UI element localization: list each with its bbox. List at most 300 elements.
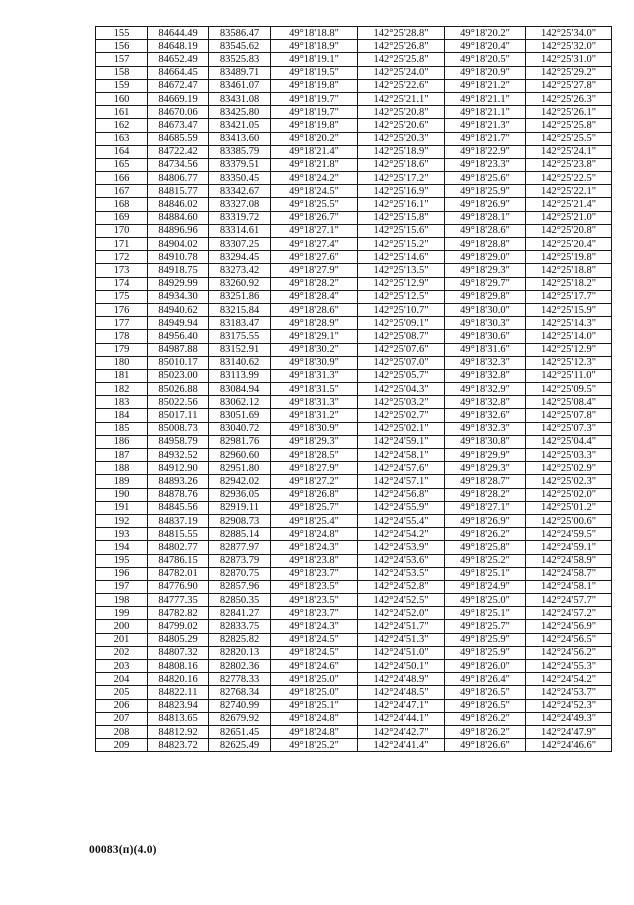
cell-point-number: 157 <box>96 53 148 66</box>
table-row <box>96 132 612 145</box>
cell-longitude-1: 142°25'16.9" <box>358 185 445 198</box>
cell-latitude-1: 49°18'25.0" <box>271 673 358 686</box>
cell-longitude-2: 142°25'27.8" <box>526 79 612 92</box>
cell-x-coordinate: 84786.15 <box>148 554 209 567</box>
cell-longitude-2: 142°25'22.1" <box>526 185 612 198</box>
cell-y-coordinate: 83461.07 <box>209 79 271 92</box>
cell-y-coordinate: 82936.05 <box>209 488 271 501</box>
table-row <box>96 528 612 541</box>
cell-x-coordinate: 84652.49 <box>148 53 209 66</box>
cell-y-coordinate: 82981.76 <box>209 435 271 448</box>
cell-y-coordinate: 83525.83 <box>209 53 271 66</box>
cell-longitude-2: 142°25'21.0" <box>526 211 612 224</box>
cell-y-coordinate: 83319.72 <box>209 211 271 224</box>
cell-y-coordinate: 82651.45 <box>209 725 271 738</box>
cell-longitude-1: 142°25'15.8" <box>358 211 445 224</box>
cell-point-number: 169 <box>96 211 148 224</box>
table-row <box>96 580 612 593</box>
table-row <box>96 554 612 567</box>
cell-x-coordinate: 84934.30 <box>148 290 209 303</box>
cell-longitude-1: 142°24'59.1" <box>358 435 445 448</box>
cell-x-coordinate: 84670.06 <box>148 106 209 119</box>
cell-y-coordinate: 83251.86 <box>209 290 271 303</box>
cell-x-coordinate: 84782.01 <box>148 567 209 580</box>
cell-latitude-2: 49°18'31.6" <box>445 343 526 356</box>
cell-latitude-2: 49°18'25.8" <box>445 541 526 554</box>
table-row <box>96 435 612 448</box>
cell-latitude-1: 49°18'31.5" <box>271 383 358 396</box>
cell-point-number: 204 <box>96 673 148 686</box>
cell-longitude-2: 142°24'53.7" <box>526 686 612 699</box>
cell-longitude-2: 142°25'14.0" <box>526 330 612 343</box>
cell-latitude-2: 49°18'25.9" <box>445 185 526 198</box>
cell-latitude-2: 49°18'20.5" <box>445 53 526 66</box>
cell-point-number: 184 <box>96 409 148 422</box>
cell-longitude-1: 142°25'20.6" <box>358 119 445 132</box>
cell-point-number: 160 <box>96 92 148 105</box>
cell-longitude-2: 142°25'01.2" <box>526 501 612 514</box>
cell-longitude-2: 142°25'34.0" <box>526 27 612 40</box>
cell-longitude-1: 142°24'50.1" <box>358 660 445 673</box>
cell-latitude-1: 49°18'28.6" <box>271 303 358 316</box>
cell-latitude-1: 49°18'26.8" <box>271 488 358 501</box>
cell-longitude-1: 142°25'18.6" <box>358 158 445 171</box>
cell-point-number: 191 <box>96 501 148 514</box>
cell-x-coordinate: 84884.60 <box>148 211 209 224</box>
cell-latitude-2: 49°18'25.7" <box>445 620 526 633</box>
cell-latitude-1: 49°18'28.5" <box>271 449 358 462</box>
cell-latitude-2: 49°18'21.1" <box>445 92 526 105</box>
cell-y-coordinate: 83175.55 <box>209 330 271 343</box>
cell-latitude-1: 49°18'23.5" <box>271 594 358 607</box>
cell-latitude-1: 49°18'27.9" <box>271 264 358 277</box>
cell-point-number: 209 <box>96 739 148 752</box>
table-row <box>96 106 612 119</box>
cell-y-coordinate: 83489.71 <box>209 66 271 79</box>
cell-longitude-2: 142°25'29.2" <box>526 66 612 79</box>
cell-latitude-1: 49°18'27.2" <box>271 475 358 488</box>
cell-latitude-1: 49°18'19.8" <box>271 119 358 132</box>
cell-latitude-1: 49°18'19.8" <box>271 79 358 92</box>
cell-latitude-2: 49°18'32.8" <box>445 396 526 409</box>
cell-point-number: 174 <box>96 277 148 290</box>
cell-x-coordinate: 84949.94 <box>148 317 209 330</box>
cell-longitude-1: 142°25'15.2" <box>358 238 445 251</box>
cell-longitude-1: 142°25'17.2" <box>358 172 445 185</box>
cell-point-number: 178 <box>96 330 148 343</box>
table-row <box>96 488 612 501</box>
cell-x-coordinate: 84904.02 <box>148 238 209 251</box>
table-row <box>96 53 612 66</box>
cell-longitude-1: 142°25'12.5" <box>358 290 445 303</box>
cell-x-coordinate: 85026.88 <box>148 383 209 396</box>
cell-y-coordinate: 83051.69 <box>209 409 271 422</box>
cell-x-coordinate: 84987.88 <box>148 343 209 356</box>
table-row <box>96 264 612 277</box>
cell-x-coordinate: 84812.92 <box>148 725 209 738</box>
cell-x-coordinate: 84820.16 <box>148 673 209 686</box>
cell-x-coordinate: 84823.94 <box>148 699 209 712</box>
cell-point-number: 203 <box>96 660 148 673</box>
cell-x-coordinate: 85023.00 <box>148 369 209 382</box>
cell-longitude-2: 142°24'57.2" <box>526 607 612 620</box>
cell-longitude-1: 142°25'18.9" <box>358 145 445 158</box>
cell-point-number: 177 <box>96 317 148 330</box>
cell-latitude-2: 49°18'26.2" <box>445 712 526 725</box>
cell-point-number: 164 <box>96 145 148 158</box>
cell-x-coordinate: 84918.75 <box>148 264 209 277</box>
cell-longitude-1: 142°25'02.7" <box>358 409 445 422</box>
cell-point-number: 186 <box>96 435 148 448</box>
cell-x-coordinate: 84940.62 <box>148 303 209 316</box>
cell-y-coordinate: 83273.42 <box>209 264 271 277</box>
table-row <box>96 449 612 462</box>
cell-latitude-1: 49°18'24.3" <box>271 620 358 633</box>
cell-latitude-2: 49°18'23.3" <box>445 158 526 171</box>
table-row <box>96 158 612 171</box>
cell-longitude-2: 142°25'18.2" <box>526 277 612 290</box>
cell-latitude-1: 49°18'25.2" <box>271 739 358 752</box>
cell-y-coordinate: 82768.34 <box>209 686 271 699</box>
cell-point-number: 183 <box>96 396 148 409</box>
cell-y-coordinate: 83084.94 <box>209 383 271 396</box>
table-row <box>96 660 612 673</box>
cell-longitude-1: 142°24'51.0" <box>358 646 445 659</box>
cell-longitude-1: 142°24'54.2" <box>358 528 445 541</box>
cell-point-number: 173 <box>96 264 148 277</box>
cell-point-number: 175 <box>96 290 148 303</box>
cell-latitude-1: 49°18'28.4" <box>271 290 358 303</box>
cell-y-coordinate: 82919.11 <box>209 501 271 514</box>
cell-longitude-2: 142°25'24.1" <box>526 145 612 158</box>
cell-latitude-2: 49°18'29.7" <box>445 277 526 290</box>
cell-latitude-1: 49°18'25.7" <box>271 501 358 514</box>
cell-point-number: 159 <box>96 79 148 92</box>
table-row <box>96 594 612 607</box>
cell-latitude-2: 49°18'28.1" <box>445 211 526 224</box>
cell-y-coordinate: 82825.82 <box>209 633 271 646</box>
table-row <box>96 79 612 92</box>
table-row <box>96 501 612 514</box>
cell-longitude-1: 142°25'07.6" <box>358 343 445 356</box>
cell-x-coordinate: 84896.96 <box>148 224 209 237</box>
cell-latitude-2: 49°18'21.2" <box>445 79 526 92</box>
cell-y-coordinate: 83314.61 <box>209 224 271 237</box>
cell-longitude-2: 142°25'04.4" <box>526 435 612 448</box>
cell-point-number: 195 <box>96 554 148 567</box>
cell-longitude-1: 142°25'03.2" <box>358 396 445 409</box>
cell-y-coordinate: 82870.75 <box>209 567 271 580</box>
cell-point-number: 192 <box>96 514 148 527</box>
cell-x-coordinate: 84672.47 <box>148 79 209 92</box>
table-row <box>96 475 612 488</box>
cell-x-coordinate: 84664.45 <box>148 66 209 79</box>
table-row <box>96 646 612 659</box>
cell-latitude-2: 49°18'20.2" <box>445 27 526 40</box>
cell-x-coordinate: 84846.02 <box>148 198 209 211</box>
table-row <box>96 725 612 738</box>
table-row <box>96 383 612 396</box>
cell-point-number: 156 <box>96 40 148 53</box>
cell-latitude-2: 49°18'30.6" <box>445 330 526 343</box>
cell-latitude-1: 49°18'24.8" <box>271 712 358 725</box>
cell-y-coordinate: 82833.75 <box>209 620 271 633</box>
cell-x-coordinate: 84802.77 <box>148 541 209 554</box>
cell-y-coordinate: 82820.13 <box>209 646 271 659</box>
table-row <box>96 277 612 290</box>
cell-latitude-1: 49°18'25.5" <box>271 198 358 211</box>
table-row <box>96 198 612 211</box>
cell-longitude-1: 142°25'12.9" <box>358 277 445 290</box>
table-row <box>96 620 612 633</box>
cell-longitude-1: 142°24'56.8" <box>358 488 445 501</box>
cell-longitude-2: 142°24'59.5" <box>526 528 612 541</box>
cell-latitude-2: 49°18'29.8" <box>445 290 526 303</box>
cell-y-coordinate: 83431.08 <box>209 92 271 105</box>
cell-x-coordinate: 84956.40 <box>148 330 209 343</box>
cell-latitude-1: 49°18'19.1" <box>271 53 358 66</box>
cell-y-coordinate: 82857.96 <box>209 580 271 593</box>
cell-point-number: 182 <box>96 383 148 396</box>
cell-longitude-2: 142°25'12.3" <box>526 356 612 369</box>
cell-latitude-1: 49°18'30.2" <box>271 343 358 356</box>
cell-y-coordinate: 83385.79 <box>209 145 271 158</box>
cell-longitude-2: 142°25'21.4" <box>526 198 612 211</box>
cell-longitude-1: 142°25'20.8" <box>358 106 445 119</box>
table-row <box>96 330 612 343</box>
cell-latitude-2: 49°18'26.4" <box>445 673 526 686</box>
cell-longitude-1: 142°24'58.1" <box>358 449 445 462</box>
cell-y-coordinate: 82802.36 <box>209 660 271 673</box>
cell-longitude-1: 142°24'53.5" <box>358 567 445 580</box>
cell-y-coordinate: 83215.84 <box>209 303 271 316</box>
cell-y-coordinate: 82850.35 <box>209 594 271 607</box>
cell-longitude-2: 142°25'15.9" <box>526 303 612 316</box>
cell-latitude-2: 49°18'29.0" <box>445 251 526 264</box>
cell-x-coordinate: 84807.32 <box>148 646 209 659</box>
cell-latitude-2: 49°18'26.5" <box>445 686 526 699</box>
cell-latitude-2: 49°18'25.1" <box>445 607 526 620</box>
cell-longitude-1: 142°24'42.7" <box>358 725 445 738</box>
cell-latitude-2: 49°18'25.6" <box>445 172 526 185</box>
table-row <box>96 92 612 105</box>
cell-point-number: 165 <box>96 158 148 171</box>
cell-latitude-1: 49°18'24.5" <box>271 633 358 646</box>
cell-y-coordinate: 83183.47 <box>209 317 271 330</box>
cell-x-coordinate: 84910.78 <box>148 251 209 264</box>
cell-x-coordinate: 84782.82 <box>148 607 209 620</box>
cell-latitude-2: 49°18'21.3" <box>445 119 526 132</box>
cell-x-coordinate: 84932.52 <box>148 449 209 462</box>
cell-point-number: 194 <box>96 541 148 554</box>
cell-x-coordinate: 84808.16 <box>148 660 209 673</box>
cell-latitude-2: 49°18'20.9" <box>445 66 526 79</box>
table-row <box>96 686 612 699</box>
cell-longitude-1: 142°25'15.6" <box>358 224 445 237</box>
cell-y-coordinate: 83545.62 <box>209 40 271 53</box>
cell-latitude-1: 49°18'24.8" <box>271 725 358 738</box>
cell-latitude-1: 49°18'23.5" <box>271 580 358 593</box>
cell-longitude-1: 142°25'10.7" <box>358 303 445 316</box>
cell-x-coordinate: 84837.19 <box>148 514 209 527</box>
table-row <box>96 356 612 369</box>
cell-point-number: 189 <box>96 475 148 488</box>
cell-x-coordinate: 84734.56 <box>148 158 209 171</box>
cell-x-coordinate: 84648.19 <box>148 40 209 53</box>
cell-latitude-2: 49°18'25.0" <box>445 594 526 607</box>
cell-latitude-2: 49°18'26.6" <box>445 739 526 752</box>
cell-longitude-2: 142°25'09.5" <box>526 383 612 396</box>
cell-y-coordinate: 83421.05 <box>209 119 271 132</box>
cell-x-coordinate: 84823.72 <box>148 739 209 752</box>
cell-y-coordinate: 82877.97 <box>209 541 271 554</box>
cell-y-coordinate: 83260.92 <box>209 277 271 290</box>
cell-longitude-1: 142°24'57.6" <box>358 462 445 475</box>
cell-longitude-2: 142°25'02.0" <box>526 488 612 501</box>
cell-latitude-2: 49°18'32.3" <box>445 422 526 435</box>
cell-longitude-1: 142°25'04.3" <box>358 383 445 396</box>
cell-latitude-2: 49°18'26.5" <box>445 699 526 712</box>
cell-latitude-1: 49°18'29.1" <box>271 330 358 343</box>
cell-latitude-2: 49°18'28.8" <box>445 238 526 251</box>
cell-latitude-2: 49°18'25.9" <box>445 646 526 659</box>
cell-x-coordinate: 84822.11 <box>148 686 209 699</box>
cell-y-coordinate: 83140.62 <box>209 356 271 369</box>
cell-point-number: 202 <box>96 646 148 659</box>
cell-latitude-1: 49°18'28.2" <box>271 277 358 290</box>
cell-latitude-2: 49°18'25.2" <box>445 554 526 567</box>
cell-longitude-1: 142°25'22.6" <box>358 79 445 92</box>
cell-longitude-2: 142°24'56.5" <box>526 633 612 646</box>
table-row <box>96 541 612 554</box>
cell-longitude-1: 142°25'05.7" <box>358 369 445 382</box>
cell-longitude-2: 142°25'20.4" <box>526 238 612 251</box>
cell-latitude-2: 49°18'28.2" <box>445 488 526 501</box>
cell-longitude-1: 142°24'51.3" <box>358 633 445 646</box>
cell-latitude-1: 49°18'21.4" <box>271 145 358 158</box>
cell-latitude-1: 49°18'31.2" <box>271 409 358 422</box>
cell-longitude-2: 142°24'55.3" <box>526 660 612 673</box>
cell-longitude-1: 142°25'20.3" <box>358 132 445 145</box>
cell-y-coordinate: 83425.80 <box>209 106 271 119</box>
cell-latitude-1: 49°18'24.5" <box>271 185 358 198</box>
coordinates-table-body <box>96 27 612 752</box>
cell-y-coordinate: 83413.60 <box>209 132 271 145</box>
cell-longitude-2: 142°25'25.5" <box>526 132 612 145</box>
cell-x-coordinate: 85010.17 <box>148 356 209 369</box>
cell-latitude-1: 49°18'20.2" <box>271 132 358 145</box>
cell-latitude-2: 49°18'32.3" <box>445 356 526 369</box>
cell-longitude-2: 142°25'02.9" <box>526 462 612 475</box>
cell-latitude-1: 49°18'25.0" <box>271 686 358 699</box>
cell-longitude-2: 142°24'54.2" <box>526 673 612 686</box>
cell-longitude-2: 142°25'25.8" <box>526 119 612 132</box>
cell-y-coordinate: 82908.73 <box>209 514 271 527</box>
cell-latitude-2: 49°18'21.1" <box>445 106 526 119</box>
cell-latitude-2: 49°18'26.9" <box>445 198 526 211</box>
cell-longitude-2: 142°24'59.1" <box>526 541 612 554</box>
cell-longitude-1: 142°24'53.9" <box>358 541 445 554</box>
table-row <box>96 514 612 527</box>
cell-latitude-1: 49°18'25.1" <box>271 699 358 712</box>
cell-x-coordinate: 84806.77 <box>148 172 209 185</box>
cell-latitude-1: 49°18'23.7" <box>271 607 358 620</box>
cell-x-coordinate: 84813.65 <box>148 712 209 725</box>
cell-longitude-1: 142°24'52.5" <box>358 594 445 607</box>
cell-latitude-1: 49°18'24.8" <box>271 528 358 541</box>
cell-point-number: 205 <box>96 686 148 699</box>
cell-point-number: 193 <box>96 528 148 541</box>
cell-y-coordinate: 82960.60 <box>209 449 271 462</box>
coordinates-table <box>95 26 612 752</box>
cell-longitude-2: 142°24'57.7" <box>526 594 612 607</box>
cell-latitude-1: 49°18'27.9" <box>271 462 358 475</box>
cell-longitude-1: 142°25'07.0" <box>358 356 445 369</box>
cell-longitude-1: 142°24'55.4" <box>358 514 445 527</box>
cell-longitude-1: 142°24'47.1" <box>358 699 445 712</box>
table-row <box>96 40 612 53</box>
table-row <box>96 145 612 158</box>
cell-longitude-2: 142°25'12.9" <box>526 343 612 356</box>
cell-latitude-2: 49°18'21.7" <box>445 132 526 145</box>
cell-longitude-1: 142°25'08.7" <box>358 330 445 343</box>
cell-x-coordinate: 84669.19 <box>148 92 209 105</box>
cell-point-number: 188 <box>96 462 148 475</box>
cell-x-coordinate: 84929.99 <box>148 277 209 290</box>
cell-latitude-2: 49°18'24.9" <box>445 580 526 593</box>
cell-x-coordinate: 84777.35 <box>148 594 209 607</box>
cell-longitude-1: 142°24'52.0" <box>358 607 445 620</box>
cell-point-number: 162 <box>96 119 148 132</box>
cell-longitude-1: 142°24'52.8" <box>358 580 445 593</box>
cell-y-coordinate: 82778.33 <box>209 673 271 686</box>
table-row <box>96 343 612 356</box>
cell-longitude-2: 142°24'49.3" <box>526 712 612 725</box>
cell-longitude-2: 142°25'08.4" <box>526 396 612 409</box>
table-row <box>96 422 612 435</box>
cell-longitude-1: 142°25'21.1" <box>358 92 445 105</box>
table-row <box>96 409 612 422</box>
cell-point-number: 206 <box>96 699 148 712</box>
cell-longitude-1: 142°24'55.9" <box>358 501 445 514</box>
cell-x-coordinate: 84644.49 <box>148 27 209 40</box>
cell-longitude-2: 142°24'56.2" <box>526 646 612 659</box>
cell-point-number: 176 <box>96 303 148 316</box>
cell-latitude-2: 49°18'26.2" <box>445 725 526 738</box>
cell-latitude-2: 49°18'30.3" <box>445 317 526 330</box>
cell-latitude-1: 49°18'28.9" <box>271 317 358 330</box>
cell-latitude-1: 49°18'23.8" <box>271 554 358 567</box>
cell-latitude-1: 49°18'24.2" <box>271 172 358 185</box>
cell-longitude-2: 142°25'03.3" <box>526 449 612 462</box>
cell-latitude-2: 49°18'30.8" <box>445 435 526 448</box>
table-row <box>96 607 612 620</box>
cell-latitude-1: 49°18'26.7" <box>271 211 358 224</box>
cell-latitude-1: 49°18'18.9" <box>271 40 358 53</box>
cell-point-number: 171 <box>96 238 148 251</box>
table-row <box>96 172 612 185</box>
cell-longitude-1: 142°24'51.7" <box>358 620 445 633</box>
cell-x-coordinate: 84799.02 <box>148 620 209 633</box>
cell-longitude-1: 142°24'48.5" <box>358 686 445 699</box>
cell-longitude-1: 142°25'25.8" <box>358 53 445 66</box>
cell-latitude-1: 49°18'30.9" <box>271 356 358 369</box>
cell-latitude-1: 49°18'25.4" <box>271 514 358 527</box>
cell-y-coordinate: 82942.02 <box>209 475 271 488</box>
cell-latitude-1: 49°18'27.6" <box>271 251 358 264</box>
cell-point-number: 163 <box>96 132 148 145</box>
cell-longitude-2: 142°25'17.7" <box>526 290 612 303</box>
